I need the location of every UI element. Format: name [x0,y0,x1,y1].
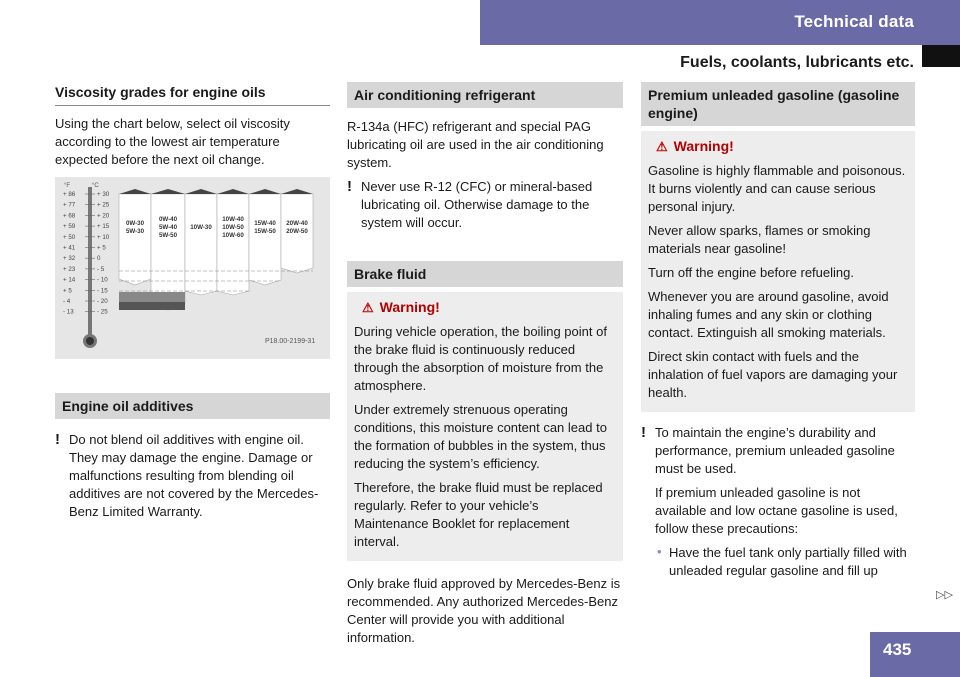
unit-c: °C [92,183,99,189]
f-tick-label: + 59 [63,223,76,231]
f-tick-label: + 50 [63,233,76,241]
page-number: 435 [883,640,912,659]
c-tick-label: + 5 [97,244,106,252]
bullet-icon: • [657,544,662,559]
ac-note [347,178,623,232]
unit-f: °F [64,183,71,189]
gas-warn-2: Never allow sparks, flames or smoking materials near gasoline! [648,223,871,256]
gas-warn-5: Direct skin contact with fuels and the inhalation of fuel vapors are damaging your health. [648,349,898,400]
grade-label: 0W-40 [158,216,178,223]
notice-icon: ! [347,178,352,195]
grade-bar-5 [249,194,281,285]
c-tick-label: + 20 [97,212,110,220]
brake-warning-head [362,298,616,317]
grade-bar-1 [119,194,151,285]
warning-icon: ⚠ [362,300,374,315]
viscosity-chart [55,177,330,359]
c-tick-label: - 25 [97,308,108,316]
c-tick-label: 0 [97,255,101,263]
grade-bar-3 [185,194,217,295]
c-tick-label: - 10 [97,276,108,284]
grade-cap-4 [217,189,249,194]
f-tick-label: - 4 [63,298,71,305]
grade-label: 10W-30 [190,224,212,231]
viscosity-text: Using the chart below, select oil viscosity according to the lowest air temperature expected before the next oil change. [55,116,290,167]
gas-note2: If premium unleaded gasoline is not available and low octane gasoline is used, follow these precautions: [655,485,898,536]
warning-label: Warning! [673,138,734,154]
f-tick-label: + 14 [63,276,76,284]
notice-icon: ! [641,424,646,441]
gas-warning-head [656,137,908,156]
ac-text: R-134a (HFC) refrigerant and special PAG lubricating oil are used in the air conditioning system. [347,119,604,170]
c-tick-label: - 5 [97,265,105,273]
brake-warn-3: Therefore, the brake fluid must be replaced regularly. Refer to your vehicle’s Maintenance Booklet for replacement interval. [354,480,603,549]
f-tick-label: + 23 [63,265,76,273]
grade-label: 5W-30 [125,228,145,235]
c-tick-label: + 10 [97,233,110,241]
f-tick-label: + 32 [63,255,76,263]
f-tick-label: + 68 [63,212,76,220]
grade-label: 15W-40 [254,220,276,227]
grade-label: 20W-50 [286,228,308,235]
page-number-box [870,632,960,677]
shade-low-1 [119,292,185,302]
grade-bar-4 [217,194,249,295]
grade-label: 10W-40 [222,216,244,223]
column-1 [55,82,330,527]
warning-icon: ⚠ [656,139,668,154]
header-tab [480,0,960,45]
header-marker [922,45,960,67]
brake-warn-1: During vehicle operation, the boiling point of the brake fluid is continuously reduced through the absorption of moisture from the atmosphere. [354,324,607,393]
viscosity-title: Viscosity grades for engine oils [55,82,330,106]
additives-title: Engine oil additives [55,393,330,419]
grade-cap-5 [249,189,281,194]
grade-cap-6 [281,189,313,194]
column-3 [641,82,915,580]
f-tick-label: + 86 [63,191,76,198]
gas-warn-1: Gasoline is highly flammable and poisonous. It burns violently and can cause serious personal injury. [648,163,906,214]
gas-note-text: To maintain the engine’s durability and performance, premium unleaded gasoline must be used. [655,425,895,476]
f-tick-label: + 41 [63,244,76,252]
brake-title: Brake fluid [347,261,623,287]
additives-note-text: Do not blend oil additives with engine oil. They may damage the engine. Damage or malfunctions resulting from blending oil additives are not covered by the Mercedes-Benz Limited Warranty. [69,432,319,519]
grade-label: 5W-50 [158,232,178,239]
notice-icon: ! [55,431,60,448]
grade-cap-2 [151,189,185,194]
gas-warn-4: Whenever you are around gasoline, avoid inhaling fumes and any skin or clothing contact. Extinguish all smoking materials. [648,289,889,340]
chart-code: P18.00-2199-31 [265,338,316,345]
gas-warning [641,131,915,412]
gas-bullet [655,544,915,580]
grade-cap-1 [119,189,151,194]
c-tick-label: + 15 [97,223,110,231]
shade-low-2 [119,302,185,310]
ac-note-text: Never use R-12 (CFC) or mineral-based lubricating oil. Otherwise damage to the system will occur. [361,179,593,230]
grade-label: 10W-60 [222,232,244,239]
gas-note [641,424,915,478]
gas-bullet-text: Have the fuel tank only partially filled with unleaded regular gasoline and fill up [669,545,907,578]
grade-label: 0W-30 [125,220,145,227]
column-2 [347,82,623,653]
brake-warning [347,292,623,561]
header-section-title: Technical data [794,12,914,31]
c-tick-label: - 20 [97,298,108,305]
brake-warn-2: Under extremely strenuous operating conditions, this moisture content can lead to the formation of bubbles in the system, thus reducing the system’s efficiency. [354,402,607,471]
gas-title: Premium unleaded gasoline (gasoline engine) [641,82,915,126]
grade-label: 5W-40 [158,224,178,231]
continue-icon: ▷▷ [936,589,953,601]
grade-cap-3 [185,189,217,194]
warning-label: Warning! [379,299,440,315]
c-tick-label: + 30 [97,191,110,198]
f-tick-label: + 77 [63,201,76,209]
additives-note [55,431,330,521]
grade-label: 20W-40 [286,220,308,227]
f-tick-label: - 13 [63,308,74,316]
ac-title: Air conditioning refrigerant [347,82,623,108]
viscosity-chart-svg [55,177,330,359]
header-subsection-title: Fuels, coolants, lubricants etc. [680,54,914,71]
brake-text: Only brake fluid approved by Mercedes-Benz is recommended. Any authorized Mercedes-Benz Center will provide you with additional information. [347,576,621,645]
gas-warn-3: Turn off the engine before refueling. [648,265,854,280]
grade-label: 10W-50 [222,224,244,231]
c-tick-label: - 15 [97,287,108,295]
c-tick-label: + 25 [97,201,110,209]
f-tick-label: + 5 [63,287,72,295]
grade-label: 15W-50 [254,228,276,235]
thermometer-bulb-inner [86,337,94,345]
